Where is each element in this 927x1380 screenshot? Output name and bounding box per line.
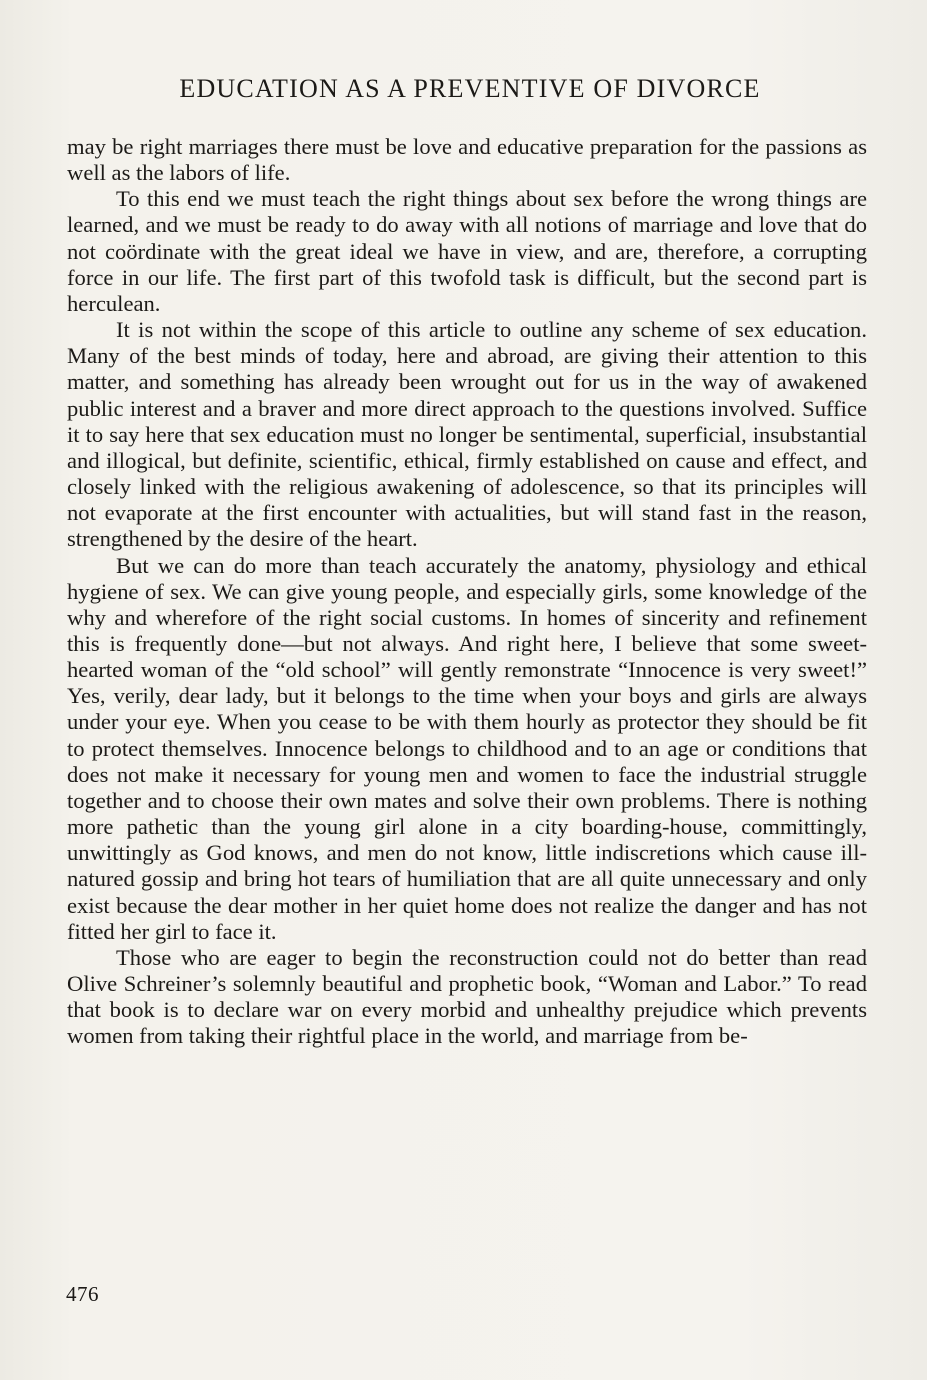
page-number: 476 bbox=[66, 1282, 99, 1306]
paragraph-reconstruction: Those who are eager to begin the reconstruction could not do better than read Olive Schreiner’s solemnly beautiful and prophetic book, “Woman and Labor.” To read that book is to declare war on every morbid and unhealthy prejudice which prevents women from taking their rightful place in the world, and marriage from be- bbox=[67, 944, 867, 1049]
paragraph-teach-right-things: To this end we must teach the right things about sex before the wrong things are learned, and we must be ready to do away with all notions of marriage and love that do not coördinate with the great ideal we have in view, and are, therefore, a corrupting force in our life. The first part of this twofold task is difficult, but the second part is herculean. bbox=[67, 186, 867, 316]
body-text bbox=[67, 134, 867, 1049]
paragraph-continuation: may be right marriages there must be love and educative preparation for the passions as well as the labors of life. bbox=[67, 134, 867, 186]
paragraph-sex-education-scope: It is not within the scope of this article to outline any scheme of sex education. Many of the best minds of today, here and abroad, are giving their attention to this matter, and something has already been wrought out for us in the way of awakened public interest and a braver and more direct approach to the questions involved. Suffice it to say here that sex education must no longer be sentimental, superficial, insubstantial and illogical, but definite, scientific, ethical, firmly established on cause and effect, and closely linked with the religious awakening of adolescence, so that its principles will not evaporate at the first encounter with actualities, but will stand fast in the reason, strengthened by the desire of the heart. bbox=[67, 317, 867, 552]
running-head-title: EDUCATION AS A PREVENTIVE OF DIVORCE bbox=[179, 74, 761, 103]
paragraph-innocence: But we can do more than teach accurately the anatomy, physiology and ethical hygiene of sex. We can give young people, and especially girls, some knowledge of the why and wherefore of the right social customs. In homes of sincerity and refinement this is frequently done—but not always. And right here, I believe that some sweet-hearted woman of the “old school” will gently remonstrate “Innocence is very sweet!” Yes, verily, dear lady, but it belongs to the time when your boys and girls are always under your eye. When you cease to be with them hourly as protector they should be fit to protect themselves. Innocence belongs to childhood and to an age or conditions that does not make it necessary for young men and women to face the industrial struggle together and to choose their own mates and solve their own problems. There is nothing more pathetic than the young girl alone in a city boarding-house, committingly, unwittingly as God knows, and men do not know, little indiscretions which cause ill-natured gossip and bring hot tears of humiliation that are all quite unnecessary and only exist because the dear mother in her quiet home does not realize the danger and has not fitted her girl to face it. bbox=[67, 552, 867, 944]
